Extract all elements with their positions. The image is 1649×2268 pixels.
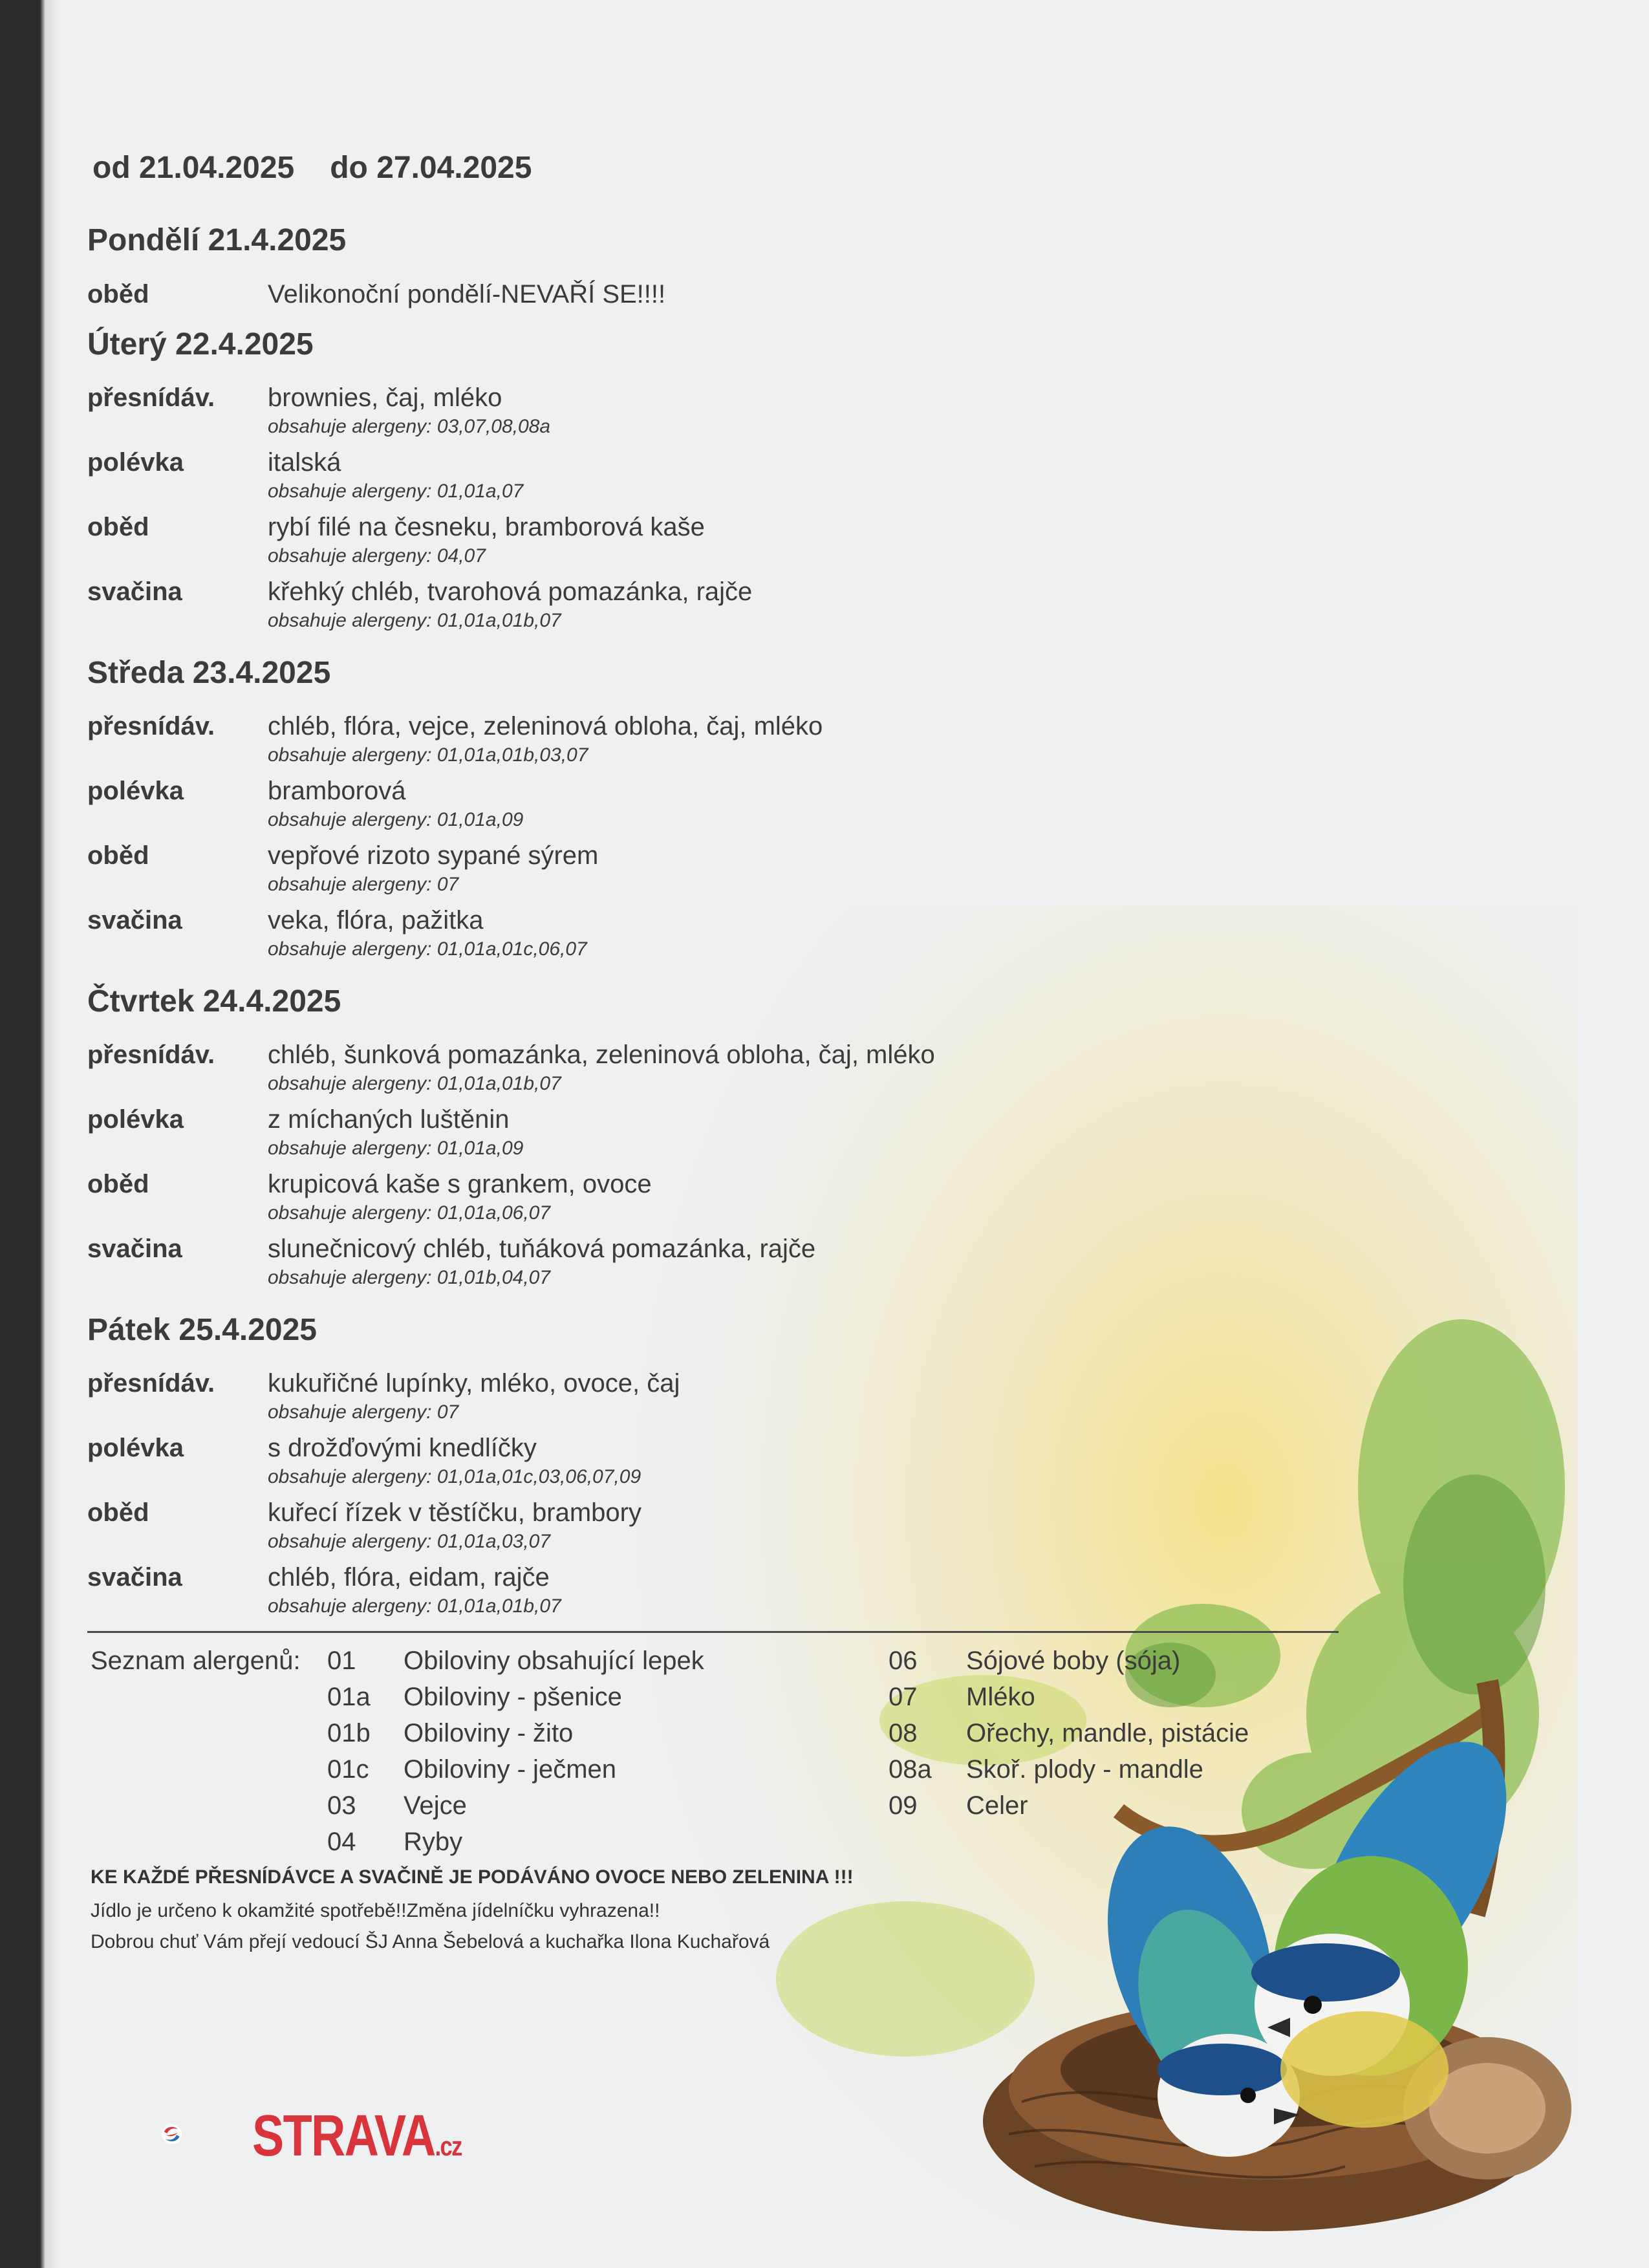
meal-label: svačina xyxy=(87,578,182,606)
allergen-name: Ořechy, mandle, pistácie xyxy=(966,1719,1249,1747)
allergen-code: 08 xyxy=(889,1719,918,1747)
meal-text: s drožďovými knedlíčky xyxy=(268,1434,537,1462)
allergen-note: obsahuje alergeny: 01,01a,01b,03,07 xyxy=(268,744,588,766)
greeting-note: Dobrou chuť Vám přejí vedoucí ŠJ Anna Šebelová a kuchařka Ilona Kuchařová xyxy=(91,1931,770,1952)
meal-label: přesnídáv. xyxy=(87,1369,215,1398)
allergen-list-heading: Seznam alergenů: xyxy=(91,1647,301,1675)
meal-label: svačina xyxy=(87,1563,182,1592)
allergen-name: Obiloviny - ječmen xyxy=(404,1755,617,1784)
meal-label: polévka xyxy=(87,448,184,477)
meal-label: oběd xyxy=(87,1170,149,1198)
allergen-note: obsahuje alergeny: 01,01a,01c,03,06,07,09 xyxy=(268,1466,641,1487)
meal-label: polévka xyxy=(87,1105,184,1134)
allergen-note: obsahuje alergeny: 01,01a,09 xyxy=(268,809,524,830)
allergen-code: 01c xyxy=(327,1755,369,1784)
allergen-name: Ryby xyxy=(404,1828,463,1856)
allergen-code: 01b xyxy=(327,1719,371,1747)
meal-label: přesnídáv. xyxy=(87,383,215,412)
meal-label: oběd xyxy=(87,841,149,870)
menu-period xyxy=(92,150,567,186)
allergen-name: Celer xyxy=(966,1791,1028,1820)
allergen-note: obsahuje alergeny: 01,01a,01b,07 xyxy=(268,1595,561,1617)
meal-text: z míchaných luštěnin xyxy=(268,1105,510,1134)
day-title: Úterý 22.4.2025 xyxy=(87,327,314,362)
day-title: Pondělí 21.4.2025 xyxy=(87,223,347,257)
meal-label: oběd xyxy=(87,1498,149,1527)
meal-label: svačina xyxy=(87,906,182,934)
allergen-note: obsahuje alergeny: 04,07 xyxy=(268,545,486,567)
divider xyxy=(87,1631,1339,1633)
consumption-note: Jídlo je určeno k okamžité spotřebě!!Změna jídelníčku vyhrazena!! xyxy=(91,1900,660,1921)
allergen-code: 09 xyxy=(889,1791,918,1820)
meal-text: vepřové rizoto sypané sýrem xyxy=(268,841,599,870)
meal-text: krupicová kaše s grankem, ovoce xyxy=(268,1170,652,1198)
allergen-note: obsahuje alergeny: 01,01a,06,07 xyxy=(268,1202,551,1224)
meal-label: polévka xyxy=(87,1434,184,1462)
meal-text: Velikonoční pondělí-NEVAŘÍ SE!!!! xyxy=(268,280,666,308)
day-title: Pátek 25.4.2025 xyxy=(87,1313,317,1347)
allergen-name: Obiloviny obsahující lepek xyxy=(404,1647,704,1675)
allergen-note: obsahuje alergeny: 07 xyxy=(268,1401,459,1423)
allergen-code: 01 xyxy=(327,1647,356,1675)
meal-text: slunečnicový chléb, tuňáková pomazánka, rajče xyxy=(268,1235,816,1263)
allergen-note: obsahuje alergeny: 07 xyxy=(268,874,459,895)
allergen-code: 01a xyxy=(327,1683,371,1711)
allergen-name: Mléko xyxy=(966,1683,1035,1711)
meal-text: kuřecí řízek v těstíčku, brambory xyxy=(268,1498,641,1527)
allergen-note: obsahuje alergeny: 01,01a,09 xyxy=(268,1138,524,1159)
meal-text: bramborová xyxy=(268,777,406,805)
allergen-code: 08a xyxy=(889,1755,932,1784)
allergen-code: 06 xyxy=(889,1647,918,1675)
allergen-name: Sójové boby (sója) xyxy=(966,1647,1181,1675)
day-title: Čtvrtek 24.4.2025 xyxy=(87,984,341,1019)
strava-logo-name: STRAVA xyxy=(252,2104,435,2168)
allergen-code: 04 xyxy=(327,1828,356,1856)
date-from: od 21.04.2025 xyxy=(92,151,295,185)
meal-text: křehký chléb, tvarohová pomazánka, rajče xyxy=(268,578,753,606)
strava-logo xyxy=(252,2103,462,2170)
meal-label: přesnídáv. xyxy=(87,712,215,740)
allergen-code: 07 xyxy=(889,1683,918,1711)
meal-label: přesnídáv. xyxy=(87,1041,215,1069)
meal-text: chléb, šunková pomazánka, zeleninová obloha, čaj, mléko xyxy=(268,1041,935,1069)
fruit-vegetable-notice: KE KAŽDÉ PŘESNÍDÁVCE A SVAČINĚ JE PODÁVÁNO OVOCE NEBO ZELENINA !!! xyxy=(91,1866,854,1888)
meal-text: chléb, flóra, vejce, zeleninová obloha, čaj, mléko xyxy=(268,712,823,740)
meal-label: svačina xyxy=(87,1235,182,1263)
meal-text: brownies, čaj, mléko xyxy=(268,383,502,412)
allergen-name: Skoř. plody - mandle xyxy=(966,1755,1203,1784)
meal-label: polévka xyxy=(87,777,184,805)
allergen-name: Vejce xyxy=(404,1791,467,1820)
allergen-note: obsahuje alergeny: 01,01a,01b,07 xyxy=(268,610,561,631)
allergen-note: obsahuje alergeny: 01,01a,03,07 xyxy=(268,1531,551,1552)
strava-logo-suffix: .cz xyxy=(435,2131,462,2161)
meal-text: kukuřičné lupínky, mléko, ovoce, čaj xyxy=(268,1369,680,1398)
allergen-note: obsahuje alergeny: 03,07,08,08a xyxy=(268,416,551,437)
allergen-name: Obiloviny - žito xyxy=(404,1719,574,1747)
meal-text: rybí filé na česneku, bramborová kaše xyxy=(268,513,705,541)
strava-swirl-icon xyxy=(160,2095,244,2173)
allergen-name: Obiloviny - pšenice xyxy=(404,1683,622,1711)
day-title: Středa 23.4.2025 xyxy=(87,656,331,690)
date-to: do 27.04.2025 xyxy=(330,151,532,185)
meal-label: oběd xyxy=(87,513,149,541)
meal-text: veka, flóra, pažitka xyxy=(268,906,484,934)
meal-text: italská xyxy=(268,448,341,477)
meal-text: chléb, flóra, eidam, rajče xyxy=(268,1563,550,1592)
allergen-code: 03 xyxy=(327,1791,356,1820)
allergen-note: obsahuje alergeny: 01,01a,01b,07 xyxy=(268,1073,561,1094)
allergen-note: obsahuje alergeny: 01,01a,01c,06,07 xyxy=(268,938,587,960)
allergen-note: obsahuje alergeny: 01,01b,04,07 xyxy=(268,1267,551,1288)
allergen-note: obsahuje alergeny: 01,01a,07 xyxy=(268,481,524,502)
meal-label: oběd xyxy=(87,280,149,308)
